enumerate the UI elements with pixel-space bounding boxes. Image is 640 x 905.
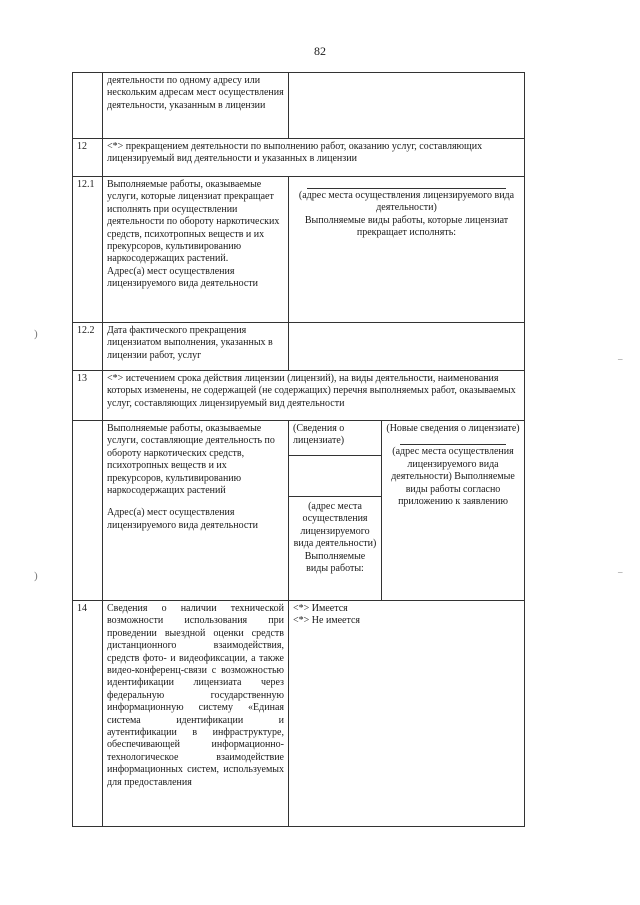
row-checkbox-text[interactable]: <*> истечением срока действия лицензии (лицензий), на виды деятельности, наименования которых изменены, не содержащей (не содержащих) перечня выполняемых работ, оказываемых услуг, составляющих лицензируемый вид деятельности: [103, 371, 525, 421]
new-info-head: (Новые сведения о лицензиате): [386, 423, 520, 434]
application-form-table: [72, 72, 525, 827]
row-value[interactable]: [289, 73, 525, 139]
row-number: [73, 73, 103, 139]
row-label: [103, 421, 289, 601]
address-caption: (адрес места осуществления лицензируемого вида деятельности): [298, 190, 515, 214]
row-label: деятельности по одному адресу или нескольким адресам мест осуществления деятельности, указанным в лицензии: [103, 73, 289, 139]
old-info-head: (Сведения о лицензиате): [289, 421, 381, 456]
row-label-address: Адрес(а) мест осуществления лицензируемого вида деятельности: [107, 507, 258, 531]
page-number: 82: [314, 44, 326, 58]
margin-dash-mark: –: [618, 567, 623, 577]
new-info-cell[interactable]: [382, 421, 525, 601]
row-number: 14: [73, 601, 103, 827]
option-not-available[interactable]: <*> Не имеется: [293, 615, 361, 627]
row-number: [73, 421, 103, 601]
row-number: 12.2: [73, 323, 103, 371]
table-row: [73, 323, 525, 371]
row-label: Дата фактического прекращения лицензиатом выполнения, указанных в лицензии работ, услуг: [103, 323, 289, 371]
row-label-text: Выполняемые работы, оказываемые услуги, составляющие деятельность по обороту наркотических средств, психотропных веществ и их прекурсоров, культивированию наркосодержащих растений: [107, 423, 275, 497]
table-row: [73, 73, 525, 139]
table-row: [73, 371, 525, 421]
margin-bracket-mark: ): [34, 570, 38, 582]
row-value[interactable]: [289, 323, 525, 371]
row-value[interactable]: [289, 177, 525, 323]
table-row: [73, 421, 525, 601]
row-number: 13: [73, 371, 103, 421]
option-available[interactable]: <*> Имеется: [293, 603, 348, 614]
works-caption: Выполняемые виды работы, которые лицензиат прекращает исполнять:: [304, 214, 509, 239]
table-row: [73, 139, 525, 177]
margin-dash-mark: –: [618, 354, 623, 364]
row-number: 12.1: [73, 177, 103, 323]
old-info-body: (адрес места осуществления лицензируемого вида деятельности) Выполняемые виды работы:: [293, 501, 377, 575]
row-value[interactable]: [289, 601, 525, 827]
row-label: [103, 177, 289, 323]
row-checkbox-text[interactable]: <*> прекращением деятельности по выполнению работ, оказанию услуг, составляющих лицензируемый вид деятельности и указанных в лицензии: [103, 139, 525, 177]
row-label: Сведения о наличии технической возможности использования при проведении выездной оценки средств дистанционного взаимодействия, средств фото- и видеофиксации, а также видео-конференц-связи с возможностью идентификации лицензиата через федеральную государственную информационную систему «Единая система идентификации и аутентификации в инфраструктуре, обеспечивающей информационно-технологическое взаимодействие информационных систем, используемых для предоставления: [103, 601, 289, 827]
fill-line: [307, 187, 506, 189]
fill-line: [400, 443, 506, 445]
new-info-body: (адрес места осуществления лицензируемого вида деятельности) Выполняемые виды работы согласно приложению к заявлению: [391, 446, 515, 508]
row-label-text: Выполняемые работы, оказываемые услуги, которые лицензиат прекращает исполнять при осуществлении деятельности по обороту наркотических средств, психотропных веществ и их прекурсоров, культивированию наркосодержащих растений.: [107, 179, 280, 265]
table-row: [73, 177, 525, 323]
old-info-cell[interactable]: [289, 421, 382, 601]
old-info-blank[interactable]: [289, 456, 381, 497]
row-number: 12: [73, 139, 103, 177]
row-label-address: Адрес(а) мест осуществления лицензируемого вида деятельности: [107, 265, 258, 290]
table-row: [73, 601, 525, 827]
margin-bracket-mark: ): [34, 328, 38, 340]
